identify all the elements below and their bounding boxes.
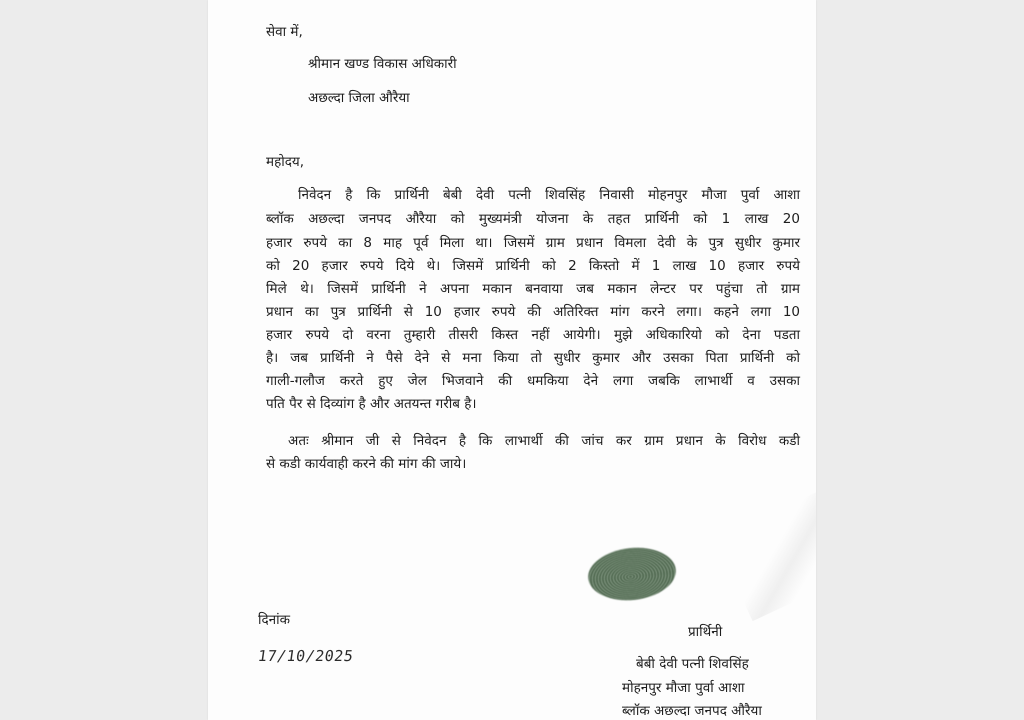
body-line: निवेदन है कि प्रार्थिनी बेबी देवी पत्नी शिवसिंह निवासी मोहनपुर मौजा पुर्वा आशा — [298, 187, 800, 203]
body-line: हजार रुपये दो वरना तुम्हारी तीसरी किस्त नहीं आयेगी। मुझे अधिकारियो को देना पडता — [266, 327, 800, 343]
body-line: मिले थे। जिसमें प्रार्थिनी ने अपना मकान बनवाया जब मकान लेन्टर पर पहुंचा तो ग्राम — [266, 281, 800, 297]
recipient-place: अछल्दा जिला औरैया — [308, 90, 410, 106]
applicant-village: मोहनपुर मौजा पुर्वा आशा — [622, 680, 745, 696]
body-line: गाली-गलौज करते हुए जेल भिजवाने की धमकिया देने लगा जबकि लाभार्थी व उसका — [266, 373, 800, 389]
applicant-name: बेबी देवी पत्नी शिवसिंह — [636, 656, 749, 672]
greeting: महोदय, — [266, 154, 305, 170]
salutation-to: सेवा में, — [266, 24, 303, 40]
paper-fold-shade — [715, 489, 816, 621]
date-handwritten: 17/10/2025 — [256, 647, 355, 665]
request-line: से कडी कार्यवाही करने की मांग की जाये। — [266, 456, 467, 472]
body-line: प्रधान का पुत्र प्रार्थिनी से 10 हजार रुपये की अतिरिक्त मांग करने लगा। कहने लगा 10 — [266, 304, 800, 320]
thumb-impression — [586, 544, 679, 605]
recipient-title: श्रीमान खण्ड विकास अधिकारी — [308, 56, 457, 72]
applicant-block: ब्लॉक अछल्दा जनपद औरैया — [622, 703, 762, 719]
body-line: हजार रुपये का 8 माह पूर्व मिला था। जिसमें ग्राम प्रधान विमला देवी के पुत्र सुधीर कुमार — [266, 235, 800, 251]
body-line: ब्लॉक अछल्दा जनपद औरैया को मुख्यमंत्री योजना के तहत प्रार्थिनी को 1 लाख 20 — [266, 211, 800, 227]
date-label: दिनांक — [258, 612, 291, 628]
applicant-label: प्रार्थिनी — [688, 624, 723, 640]
letter-page — [208, 0, 816, 720]
request-line: अतः श्रीमान जी से निवेदन है कि लाभार्थी की जांच कर ग्राम प्रधान के विरोध कडी — [288, 433, 800, 449]
body-line: है। जब प्रार्थिनी ने पैसे देने से मना किया तो सुधीर कुमार और उसका पिता प्रार्थिनी को — [266, 350, 800, 366]
body-line: को 20 हजार रुपये दिये थे। जिसमें प्रार्थिनी को 2 किस्तो में 1 लाख 10 हजार रुपये — [266, 258, 800, 274]
body-line: पति पैर से दिव्यांग है और अतयन्त गरीब है। — [266, 396, 477, 412]
